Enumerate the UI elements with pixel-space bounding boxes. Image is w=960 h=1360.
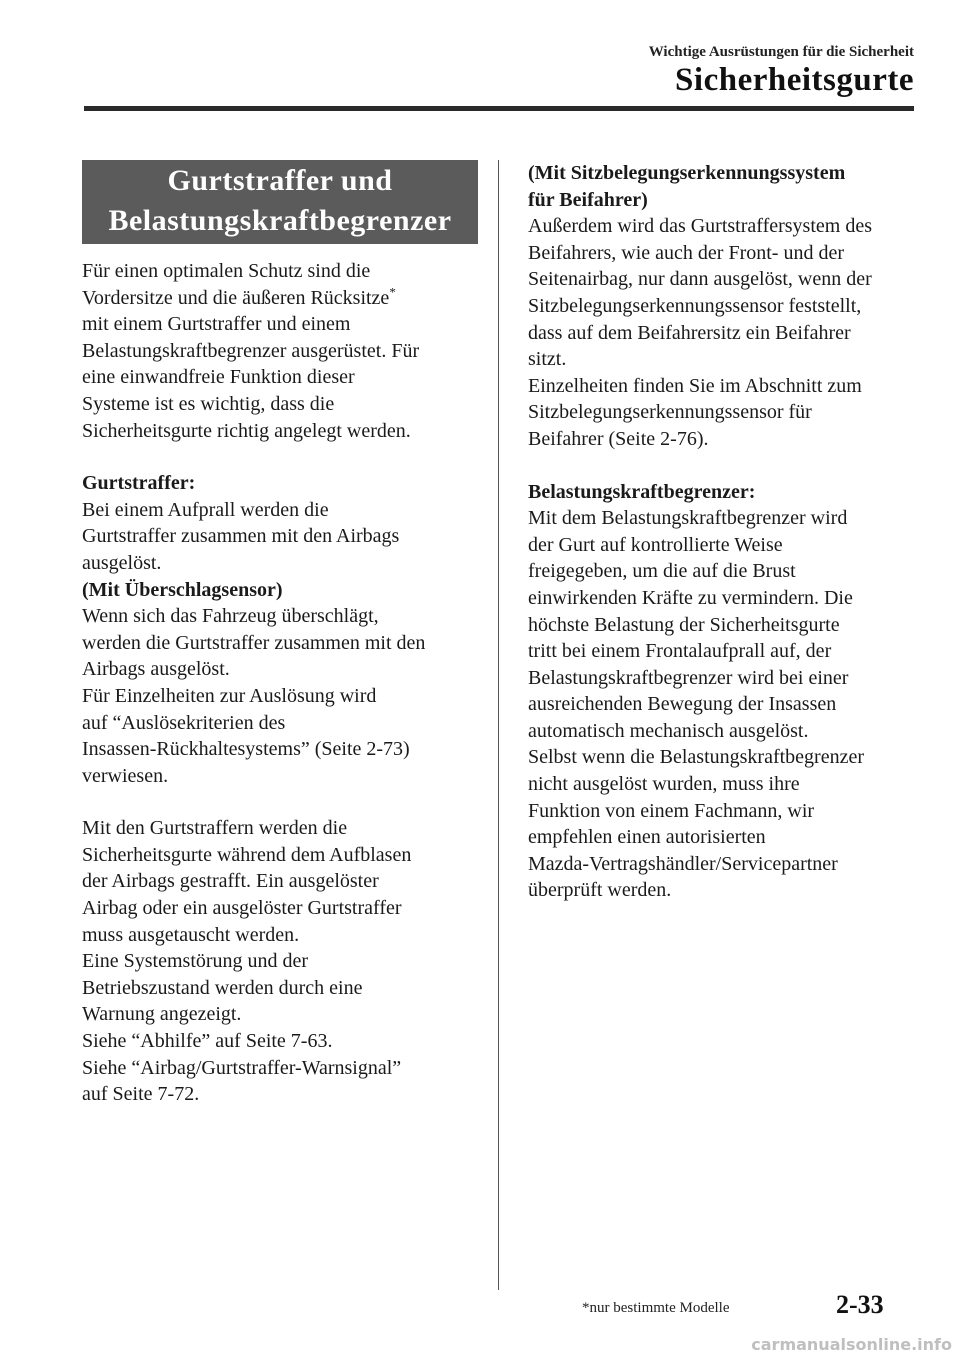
text-line: Sicherheitsgurte richtig angelegt werden. (82, 419, 411, 442)
text-line: Für Einzelheiten zur Auslösung wird (82, 684, 377, 707)
text-line: Bei einem Aufprall werden die (82, 498, 329, 521)
text-line: muss ausgetauscht werden. (82, 923, 300, 946)
header-title: Sicherheitsgurte (675, 62, 914, 98)
text-line: Für einen optimalen Schutz sind die (82, 260, 371, 282)
text-line: Sitzbelegungserkennungssensor feststellt, (528, 294, 862, 317)
text-line: ausreichenden Bewegung der Insassen (528, 693, 837, 716)
text-line-with-footnote (82, 285, 478, 312)
gurtstraffer-paragraph (82, 470, 478, 789)
text-line: Gurtstraffer zusammen mit den Airbags (82, 525, 400, 548)
footnote-asterisk: * (389, 283, 396, 299)
text-line: empfehlen einen autorisierten (528, 826, 766, 849)
text-line: Sitzbelegungserkennungssensor für (528, 401, 812, 424)
text-line: Selbst wenn die Belastungskraftbegrenzer (528, 746, 865, 769)
text-line: Betriebszustand werden durch eine (82, 976, 363, 999)
occupant-detection-heading-1: (Mit Sitzbelegungserkennungssystem (528, 162, 846, 184)
intro-paragraph (82, 258, 478, 444)
text-line: Airbag oder ein ausgelöster Gurtstraffer (82, 897, 402, 920)
footnote-models: *nur bestimmte Modelle (582, 1300, 730, 1316)
text-line: Sicherheitsgurte während dem Aufblasen (82, 843, 412, 866)
section-title-line-1: Gurtstraffer und (167, 164, 393, 197)
text-line: tritt bei einem Frontalaufprall auf, der (528, 640, 832, 663)
left-column (82, 160, 478, 1134)
text-line: einwirkenden Kräfte zu vermindern. Die (528, 586, 853, 609)
text-line: Airbags ausgelöst. (82, 658, 230, 681)
text-line: Wenn sich das Fahrzeug überschlägt, (82, 605, 379, 628)
text-line: Beifahrer (Seite 2-76). (528, 427, 709, 450)
column-divider (498, 160, 499, 1290)
text-line: Systeme ist es wichtig, dass die (82, 392, 335, 415)
text-line: Einzelheiten finden Sie im Abschnitt zum (528, 374, 862, 397)
load-limiter-paragraph (528, 479, 924, 905)
section-title-line-2: Belastungskraftbegrenzer (108, 204, 452, 237)
text-line: auf Seite 7-72. (82, 1083, 200, 1106)
text-line: sitzt. (528, 348, 567, 371)
text-line: Warnung angezeigt. (82, 1003, 242, 1026)
header-section: Wichtige Ausrüstungen für die Sicherheit (648, 44, 914, 60)
text-line: Außerdem wird das Gurtstraffersystem des (528, 215, 872, 238)
text-line: der Airbags gestrafft. Ein ausgelöster (82, 870, 379, 893)
gurtstraffer-heading: Gurtstraffer: (82, 472, 196, 495)
text-line: Belastungskraftbegrenzer ausgerüstet. Für (82, 339, 420, 362)
text-line: eine einwandfreie Funktion dieser (82, 366, 355, 389)
text-line: Mit den Gurtstraffern werden die (82, 817, 348, 840)
text-line: freigegeben, um die auf die Brust (528, 560, 796, 583)
right-column (528, 160, 924, 930)
page-number: 2-33 (836, 1290, 884, 1319)
text-line: Siehe “Airbag/Gurtstraffer-Warnsignal” (82, 1056, 402, 1079)
text-line: Siehe “Abhilfe” auf Seite 7-63. (82, 1030, 333, 1053)
occupant-detection-paragraph (528, 160, 924, 453)
text-line: Eine Systemstörung und der (82, 950, 309, 973)
rollover-sensor-subheading: (Mit Überschlagsensor) (82, 578, 283, 601)
text-line: mit einem Gurtstraffer und einem (82, 313, 351, 336)
text-line: Mit dem Belastungskraftbegrenzer wird (528, 507, 848, 530)
text-line: nicht ausgelöst wurden, muss ihre (528, 773, 800, 796)
section-title-box (82, 160, 478, 244)
text-line: Belastungskraftbegrenzer wird bei einer (528, 666, 849, 689)
header-rule (84, 106, 914, 111)
text-line: werden die Gurtstraffer zusammen mit den (82, 631, 426, 654)
watermark: carmanualsonline.info (751, 1335, 952, 1354)
text-fragment: Vordersitze und die äußeren Rücksitze (82, 286, 390, 309)
text-line: Seitenairbag, nur dann ausgelöst, wenn der (528, 268, 872, 291)
text-line: höchste Belastung der Sicherheitsgurte (528, 613, 840, 636)
text-line: auf “Auslösekriterien des (82, 711, 286, 734)
text-line: Insassen-Rückhaltesystems” (Seite 2-73) (82, 738, 410, 761)
text-line: dass auf dem Beifahrersitz ein Beifahrer (528, 321, 851, 344)
text-line: der Gurt auf kontrollierte Weise (528, 533, 783, 556)
text-line: überprüft werden. (528, 879, 672, 902)
text-line: ausgelöst. (82, 551, 162, 574)
text-line: automatisch mechanisch ausgelöst. (528, 719, 809, 742)
inflation-paragraph (82, 815, 478, 1108)
text-line: Mazda-Vertragshändler/Servicepartner (528, 852, 838, 875)
load-limiter-heading: Belastungskraftbegrenzer: (528, 480, 756, 503)
text-line: Beifahrers, wie auch der Front- und der (528, 241, 844, 264)
text-line: verwiesen. (82, 764, 169, 787)
occupant-detection-heading-2: für Beifahrer) (528, 188, 648, 211)
text-line: Funktion von einem Fachmann, wir (528, 799, 815, 822)
